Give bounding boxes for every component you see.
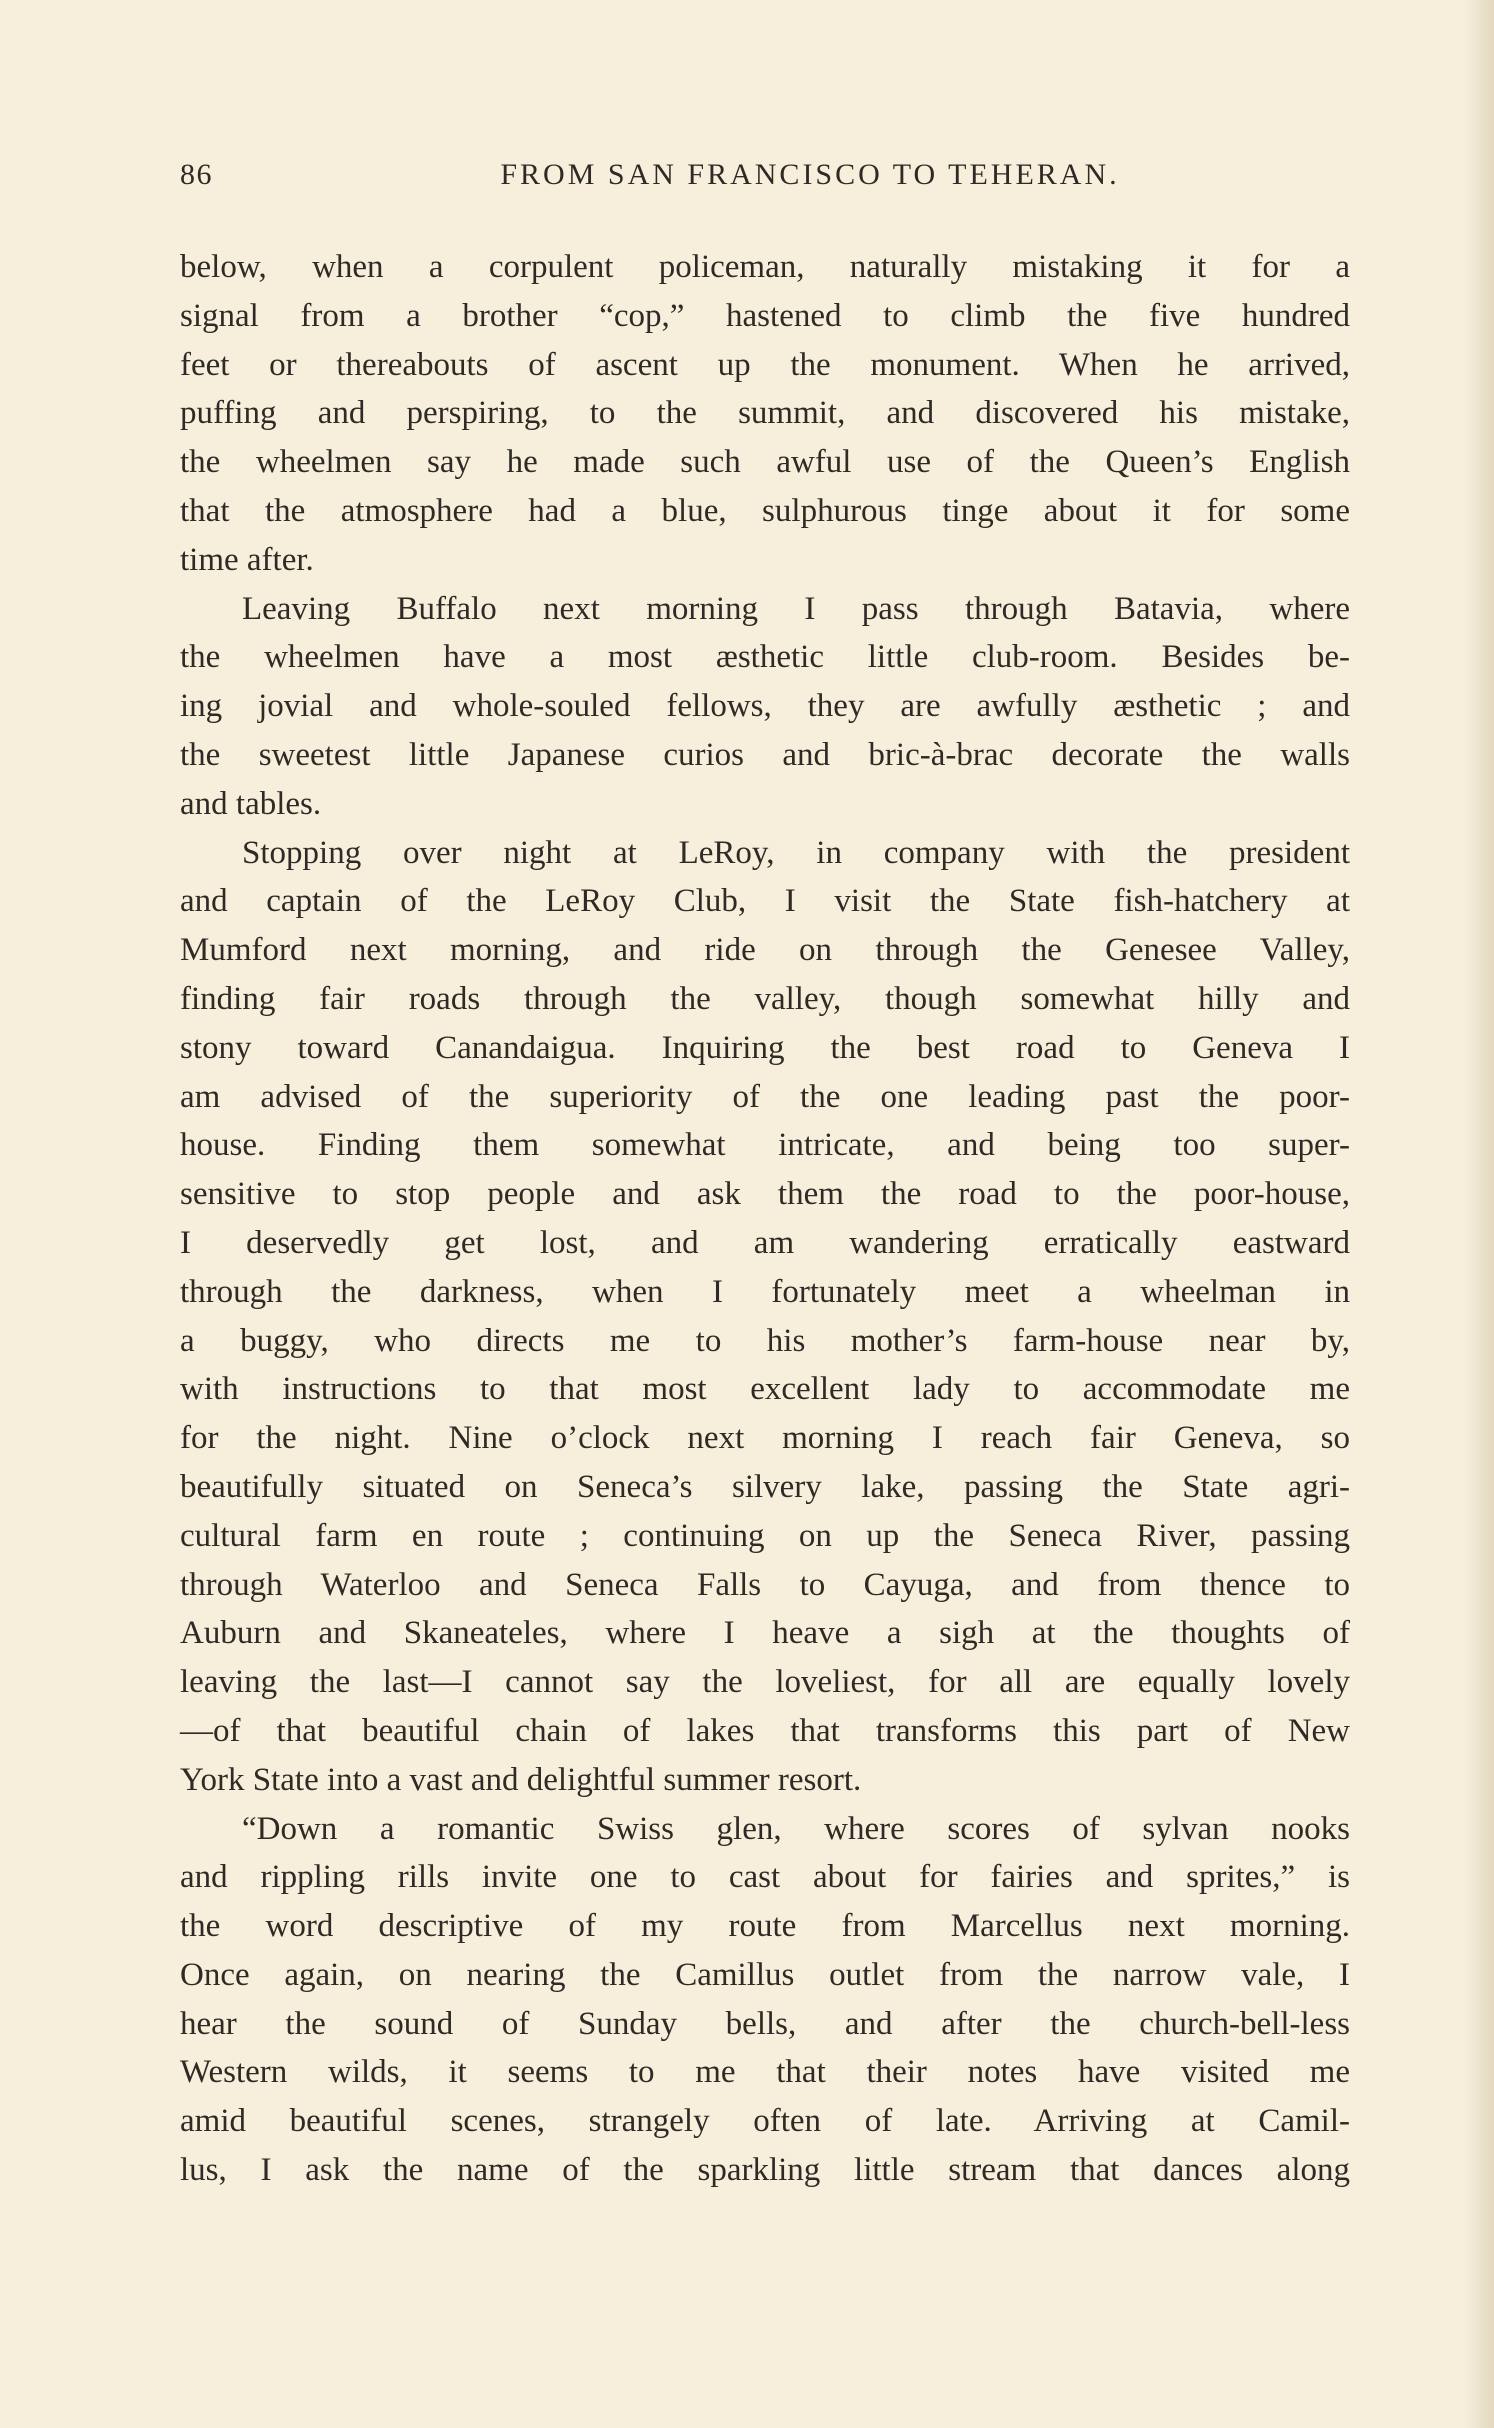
text-line: below, when a corpulent policeman, naturally mistaking it for a [180,249,1350,285]
text-line: and rippling rills invite one to cast about for fairies and sprites,” is [180,1859,1350,1896]
text-line: the word descriptive of my route from Marcellus next morning. [180,1908,1350,1945]
text-line: finding fair roads through the valley, though somewhat hilly and [180,980,1350,1017]
text-line: through Waterloo and Seneca Falls to Cayuga, and from thence to [180,1566,1350,1603]
text-line: feet or thereabouts of ascent up the monument. When he arrived, [180,346,1350,383]
text-line: amid beautiful scenes, strangely often of late. Arriving at Camil- [180,2103,1350,2140]
text-line: lus, I ask the name of the sparkling little stream that dances along [180,2152,1350,2189]
paragraph-start-line: Stopping over night at LeRoy, in company with the president [242,834,1350,871]
text-line: Auburn and Skaneateles, where I heave a sigh at the thoughts of [180,1615,1350,1652]
text-line: —of that beautiful chain of lakes that transforms this part of New [180,1712,1350,1749]
text-line: that the atmosphere had a blue, sulphurous tinge about it for some [180,492,1350,529]
text-line: time after. [180,541,314,578]
text-line: the sweetest little Japanese curios and bric-à-brac decorate the walls [180,736,1350,773]
text-line: hear the sound of Sunday bells, and after the church-bell-less [180,2005,1350,2042]
text-line: with instructions to that most excellent lady to accommodate me [180,1371,1350,1408]
text-line: York State into a vast and delightful summer resort. [180,1761,862,1798]
text-line: leaving the last—I cannot say the loveliest, for all are equally lovely [180,1664,1350,1701]
text-line: house. Finding them somewhat intricate, and being too super- [180,1127,1350,1164]
paragraph-start-line: Leaving Buffalo next morning I pass through Batavia, where [242,590,1350,627]
text-line: cultural farm en route ; continuing on up the Seneca River, passing [180,1517,1350,1554]
text-line: sensitive to stop people and ask them the road to the poor-house, [180,1176,1350,1213]
page-edge-shadow [1464,0,1494,2428]
text-line: through the darkness, when I fortunately meet a wheelman in [180,1273,1350,1310]
text-line: Once again, on nearing the Camillus outlet from the narrow vale, I [180,1956,1350,1993]
text-line: for the night. Nine o’clock next morning I reach fair Geneva, so [180,1420,1350,1457]
text-line: ing jovial and whole-souled fellows, they are awfully æsthetic ; and [180,688,1350,725]
text-line: the wheelmen have a most æsthetic little club-room. Besides be- [180,639,1350,676]
page-header [180,158,1350,202]
text-line: I deservedly get lost, and am wandering erratically eastward [180,1224,1350,1261]
text-line: puffing and perspiring, to the summit, and discovered his mistake, [180,395,1350,432]
text-line: signal from a brother “cop,” hastened to climb the five hundred [180,297,1350,334]
text-line: stony toward Canandaigua. Inquiring the best road to Geneva I [180,1029,1350,1066]
text-line: Mumford next morning, and ride on through the Genesee Valley, [180,932,1350,969]
text-line: beautifully situated on Seneca’s silvery lake, passing the State agri- [180,1468,1350,1505]
text-line: a buggy, who directs me to his mother’s farm-house near by, [180,1322,1350,1359]
text-line: Western wilds, it seems to me that their notes have visited me [180,2054,1350,2091]
text-line: and captain of the LeRoy Club, I visit the State fish-hatchery at [180,883,1350,920]
body-text [180,243,1350,2195]
page-number: 86 [180,158,213,191]
paragraph-start-line: “Down a romantic Swiss glen, where scores of sylvan nooks [242,1810,1350,1847]
text-line: and tables. [180,785,322,822]
running-title: FROM SAN FRANCISCO TO TEHERAN. [500,158,1120,191]
text-line: am advised of the superiority of the one leading past the poor- [180,1078,1350,1115]
text-line: the wheelmen say he made such awful use of the Queen’s English [180,444,1350,481]
